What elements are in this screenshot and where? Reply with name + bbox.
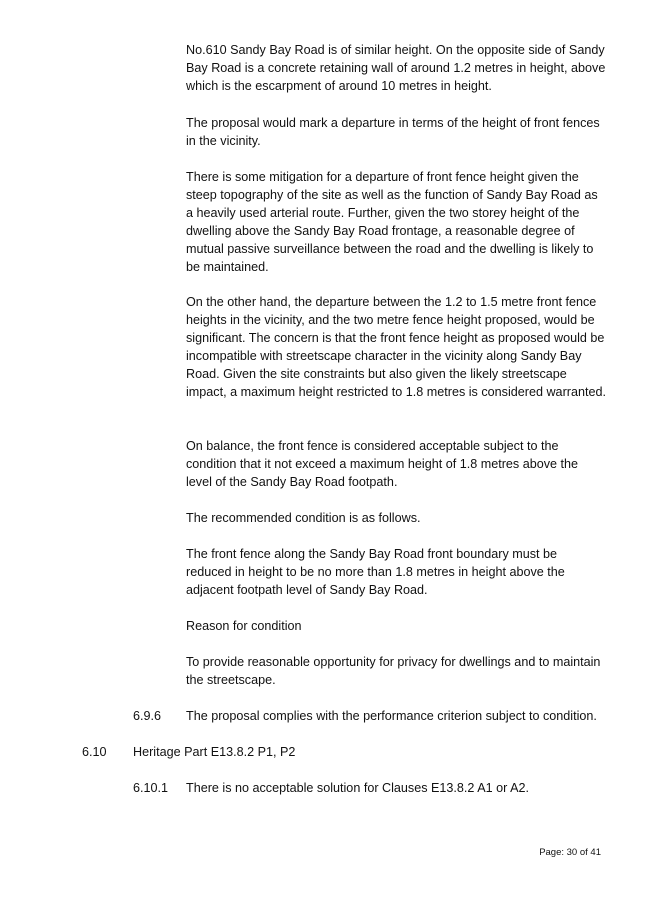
clause-text: There is no acceptable solution for Clauses E13.8.2 A1 or A2. (186, 781, 530, 795)
paragraph-condition-text: The front fence along the Sandy Bay Road front boundary must be reduced in height to be no more than 1.8 metres in height above the adjacent footpath level of Sandy Bay Road. (186, 547, 565, 597)
paragraph-mitigation: There is some mitigation for a departure of front fence height given the steep topography of the site as well as the function of Sandy Bay Road as a heavily used arterial route. Further, given the two storey height of the dwelling above the Sandy Bay Road frontage, a reasonable degree of mutual passive surveillance between the road and the dwelling is likely to be maintained. (186, 170, 598, 274)
section-heading: Heritage Part E13.8.2 P1, P2 (133, 745, 296, 759)
clause-text: The proposal complies with the performance criterion subject to condition. (186, 709, 597, 723)
paragraph-reason-text: To provide reasonable opportunity for privacy for dwellings and to maintain the streetscape. (186, 655, 601, 687)
paragraph-similar-height: No.610 Sandy Bay Road is of similar height. On the opposite side of Sandy Bay Road is a concrete retaining wall of around 1.2 metres in height, above which is the escarpment of around 10 metres in height. (186, 43, 606, 93)
paragraph-departure: The proposal would mark a departure in terms of the height of front fences in the vicinity. (186, 116, 600, 148)
paragraph-reason-heading: Reason for condition (186, 619, 302, 633)
paragraph-recommended-condition: The recommended condition is as follows. (186, 511, 421, 525)
page-number: Page: 30 of 41 (539, 847, 601, 858)
paragraph-on-balance: On balance, the front fence is considered acceptable subject to the condition that it not exceed a maximum height of 1.8 metres above the level of the Sandy Bay Road footpath. (186, 439, 579, 489)
section-number: 6.10 (82, 745, 107, 759)
clause-number: 6.9.6 (133, 709, 162, 723)
clause-number: 6.10.1 (133, 781, 169, 795)
paragraph-other-hand: On the other hand, the departure between the 1.2 to 1.5 metre front fence heights in the vicinity, and the two metre fence height proposed, would be significant. The concern is that the front fence height as proposed would be incompatible with streetscape character in the vicinity along Sandy Bay Road. Given the site constraints but also given the likely streetscape impact, a maximum height restricted to 1.8 metres is considered warranted. (186, 295, 606, 399)
